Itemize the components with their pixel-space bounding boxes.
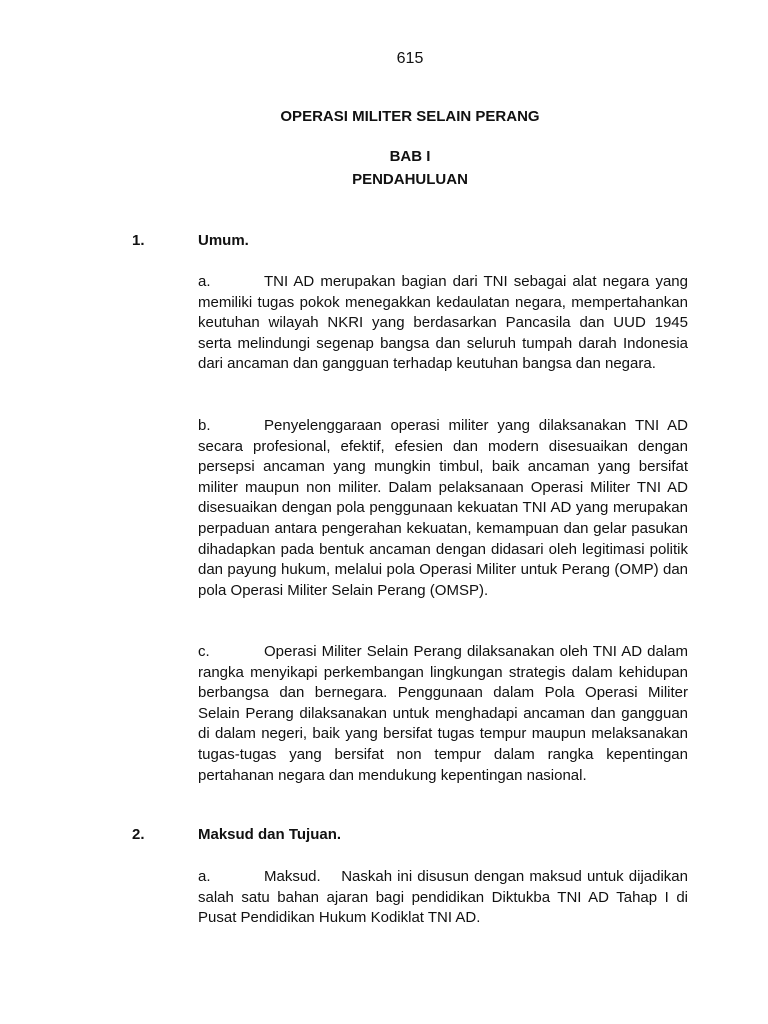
document-title: OPERASI MILITER SELAIN PERANG xyxy=(280,108,540,125)
paragraph-1b xyxy=(198,416,688,601)
page-number: 615 xyxy=(396,50,424,67)
paragraph-text: Operasi Militer Selain Perang dilaksanakan oleh TNI AD dalam rangka menyikapi perkembangan lingkungan strategis dalam kehidupan berbangsa dan bernegara. Penggunaan dalam Pola Operasi Militer Selain Perang dilaksanakan untuk menghadapi ancaman dan gangguan di dalam negeri, baik yang bersifat tugas tempur maupun melaksanakan tugas-tugas yang bersifat non tempur dalam rangka kepentingan pertahanan negara dan mendukung kepentingan nasional. xyxy=(198,643,688,784)
paragraph-text: TNI AD merupakan bagian dari TNI sebagai alat negara yang memiliki tugas pokok menegakkan kedaulatan negara, mempertahankan keutuhan wilayah NKRI yang berdasarkan Pancasila dan UUD 1945 serta melindungi segenap bangsa dan seluruh tumpah darah Indonesia dari ancaman dan gangguan terhadap keutuhan bangsa dan negara. xyxy=(198,273,688,373)
chapter-title: PENDAHULUAN xyxy=(352,171,468,188)
paragraph-label: a. xyxy=(198,868,211,885)
section-number: 2. xyxy=(132,826,145,843)
paragraph-text: Maksud. Naskah ini disusun dengan maksud untuk dijadikan salah satu bahan ajaran bagi pendidikan Diktukba TNI AD Tahap I di Pusat Pendidikan Hukum Kodiklat TNI AD. xyxy=(198,868,693,927)
paragraph-2a xyxy=(198,867,693,929)
paragraph-1a xyxy=(198,272,688,375)
paragraph-1c xyxy=(198,642,688,786)
paragraph-label: b. xyxy=(198,417,211,434)
section-number: 1. xyxy=(132,232,145,249)
paragraph-label: a. xyxy=(198,273,211,290)
section-title: Umum. xyxy=(198,232,249,249)
section-heading-maksud-tujuan xyxy=(132,826,341,843)
section-title: Maksud dan Tujuan. xyxy=(198,826,342,843)
chapter-number: BAB I xyxy=(389,148,431,165)
paragraph-text: Penyelenggaraan operasi militer yang dilaksanakan TNI AD secara profesional, efektif, efesien dan modern disesuaikan dengan persepsi ancaman yang mungkin timbul, baik ancaman yang bersifat militer maupun non militer. Dalam pelaksanaan Operasi Militer TNI AD disesuaikan dengan pola penggunaan kekuatan TNI AD yang merupakan perpaduan antara pengerahan kekuatan, kemampuan dan gelar pasukan dihadapkan pada bentuk ancaman dengan didasari oleh legitimasi politik dan payung hukum, melalui pola Operasi Militer untuk Perang (OMP) dan pola Operasi Militer Selain Perang (OMSP). xyxy=(198,417,688,599)
section-heading-umum xyxy=(132,232,249,249)
paragraph-label: c. xyxy=(198,643,210,660)
